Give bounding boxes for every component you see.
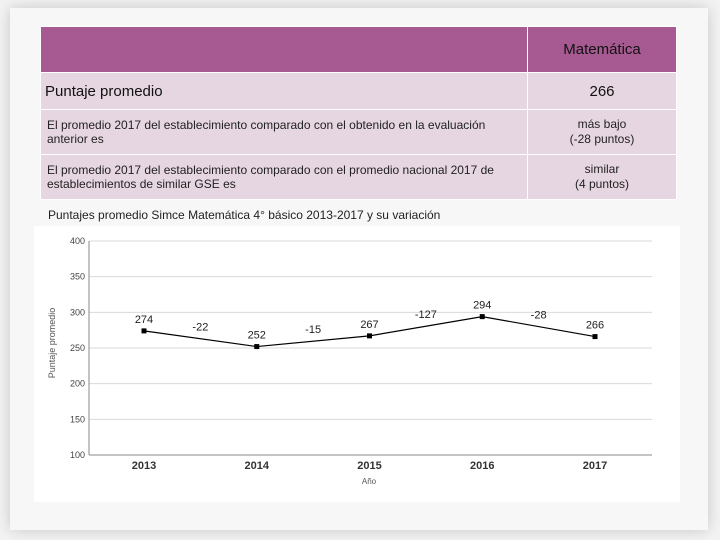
row-description: El promedio 2017 del establecimiento comparado con el promedio nacional 2017 de establecimientos de similar GSE es (41, 155, 528, 200)
y-tick-label: 100 (69, 450, 85, 460)
table-row (41, 155, 677, 200)
row-result-text: similar (584, 162, 620, 176)
header-subject: Matemática (528, 27, 677, 73)
y-tick-label: 300 (69, 307, 85, 318)
row-description: El promedio 2017 del establecimiento comparado con el obtenido en la evaluación anterior es (41, 110, 528, 155)
x-tick-label: 2017 (582, 460, 608, 472)
y-tick-label: 250 (69, 343, 85, 353)
data-label: 274 (134, 313, 154, 326)
data-point (367, 333, 372, 338)
data-point (254, 344, 259, 349)
data-point (480, 314, 485, 319)
line-chart (34, 226, 680, 502)
data-label: 252 (247, 329, 266, 342)
row-result-detail: (-28 puntos) (569, 132, 635, 146)
y-tick-label: 400 (69, 236, 85, 246)
data-point (593, 334, 598, 339)
variation-label: -127 (414, 309, 437, 322)
variation-label: -28 (530, 309, 547, 322)
row-result (528, 155, 677, 200)
table-header-row (41, 27, 677, 73)
score-value: 266 (528, 73, 677, 110)
y-tick-label: 200 (69, 378, 85, 389)
variation-label: -15 (305, 324, 322, 337)
data-label: 294 (473, 299, 492, 312)
x-tick-label: 2013 (131, 460, 157, 472)
variation-label: -22 (192, 321, 209, 334)
table-row (41, 110, 677, 155)
x-axis-title: Año (361, 477, 377, 486)
row-result (528, 110, 677, 155)
chart-caption: Puntajes promedio Simce Matemática 4° básico 2013-2017 y su variación (48, 208, 441, 222)
x-tick-label: 2015 (357, 460, 382, 472)
data-label: 266 (585, 319, 605, 332)
y-axis-title: Puntaje promedio (47, 307, 57, 379)
x-tick-label: 2014 (244, 460, 269, 472)
row-result-detail: (4 puntos) (574, 177, 630, 191)
data-label: 267 (360, 318, 379, 331)
score-label: Puntaje promedio (41, 73, 528, 110)
y-tick-label: 150 (69, 414, 85, 425)
chart-container (34, 226, 680, 502)
data-point (142, 328, 147, 333)
results-table (40, 26, 677, 200)
header-empty-cell (41, 27, 528, 73)
score-row (41, 73, 677, 110)
x-tick-label: 2016 (470, 460, 495, 472)
row-result-text: más bajo (577, 117, 627, 131)
y-tick-label: 350 (69, 271, 85, 282)
